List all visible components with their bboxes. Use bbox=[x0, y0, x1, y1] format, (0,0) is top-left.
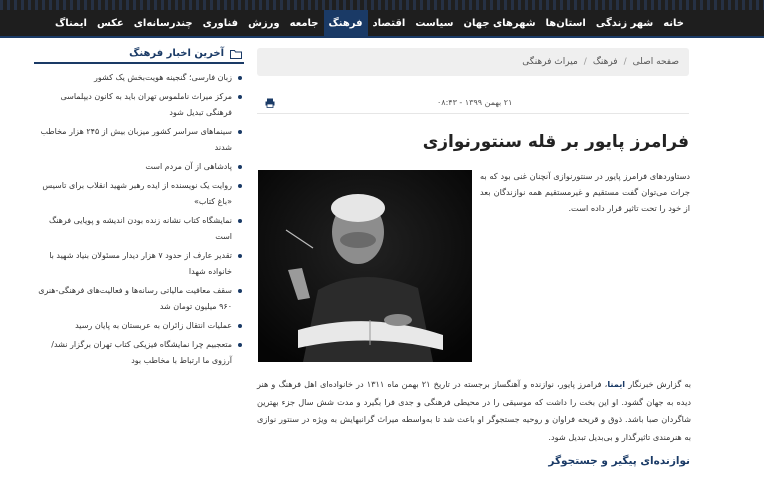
nav-item[interactable]: ورزش bbox=[248, 18, 280, 29]
folder-icon bbox=[230, 49, 242, 59]
sidebar-news-item[interactable] bbox=[34, 89, 244, 121]
article-body bbox=[257, 376, 691, 446]
bullet-icon bbox=[238, 76, 242, 80]
breadcrumb-item[interactable]: فرهنگ bbox=[592, 57, 618, 67]
print-icon[interactable] bbox=[265, 98, 275, 108]
nav-item[interactable]: فناوری bbox=[202, 18, 239, 29]
sidebar-header bbox=[34, 46, 244, 64]
bullet-icon bbox=[238, 343, 242, 347]
article-subhead: نوازنده‌ای پیگیر و جستجوگر bbox=[548, 455, 690, 467]
breadcrumb bbox=[257, 48, 689, 76]
nav-item[interactable]: شهر زندگی bbox=[595, 18, 654, 29]
nav-item[interactable]: عکس bbox=[96, 18, 124, 29]
sidebar-title: آخرین اخبار فرهنگ bbox=[129, 48, 224, 59]
top-strip bbox=[0, 0, 764, 10]
sidebar-news-text[interactable]: متعجبیم چرا نمایشگاه فیزیکی کتاب تهران برگزار نشد/ آرزوی ما ارتباط با مخاطب بود bbox=[51, 340, 232, 365]
body-text: ، فرامرز پایور، نوازنده و آهنگساز برجسته در تاریخ ۲۱ بهمن ماه ۱۳۱۱ در خانواده‌ای اهل فرهنگ و هنر دیده به جهان گشود. او این بخت را داشت که موسیقی را در محیطی فرهنگی و جدی فرا بگیرد و مدت شش سال جزء بهترین شاگردان صبا باشد. ذوق و قریحه فراوان و روحیه جستجوگر او باعث شد تا به‌واسطه میراث گرانبهایش به ویژه در سنتور نوازی به هنرمندی تاثیرگذار و بی‌بدیل تبدیل شود. bbox=[257, 379, 691, 442]
sidebar-news-text[interactable]: سینماهای سراسر کشور میزبان بیش از ۲۴۵ هزار مخاطب شدند bbox=[40, 127, 232, 152]
sidebar-news-list bbox=[34, 70, 244, 369]
bullet-icon bbox=[238, 184, 242, 188]
sidebar-news-text[interactable]: روایت یک نویسنده از ایده رهبر شهید انقلاب برای تاسیس «باغ کتاب» bbox=[42, 181, 232, 206]
breadcrumb-item[interactable]: میراث فرهنگی bbox=[522, 57, 578, 67]
nav-item[interactable]: استان‌ها bbox=[545, 18, 586, 29]
article-title: فرامرز پایور بر قله سنتورنوازی bbox=[422, 132, 689, 152]
sidebar-news-item[interactable] bbox=[34, 337, 244, 369]
nav-item[interactable]: ایمناگ bbox=[54, 18, 87, 29]
nav-item[interactable]: جامعه bbox=[289, 18, 319, 29]
body-prefix: به گزارش خبرنگار bbox=[625, 379, 691, 389]
nav-item[interactable]: فرهنگ bbox=[324, 10, 368, 38]
article-meta bbox=[257, 96, 689, 114]
top-pattern bbox=[0, 0, 764, 10]
bullet-icon bbox=[238, 219, 242, 223]
nav-item[interactable]: اقتصاد bbox=[372, 18, 406, 29]
breadcrumb-item[interactable]: صفحه اصلی bbox=[632, 57, 679, 67]
sidebar-news-text[interactable]: مرکز میراث ناملموس تهران باید به کانون دیپلماسی فرهنگی تبدیل شود bbox=[60, 92, 232, 117]
nav-item[interactable]: چندرسانه‌ای bbox=[133, 18, 193, 29]
nav-list bbox=[50, 10, 689, 38]
nav-item[interactable]: شهرهای جهان bbox=[463, 18, 536, 29]
sidebar-news-text[interactable]: سقف معافیت مالیاتی رسانه‌ها و فعالیت‌های فرهنگی-هنری ۹۶۰ میلیون تومان شد bbox=[38, 286, 232, 311]
nav-item[interactable]: سیاست bbox=[415, 18, 454, 29]
portrait-illustration bbox=[258, 170, 472, 362]
sidebar-news-text[interactable]: عملیات انتقال زائران به عربستان به پایان رسید bbox=[75, 321, 232, 330]
bullet-icon bbox=[238, 165, 242, 169]
sidebar-news-item[interactable] bbox=[34, 159, 244, 175]
sidebar-news-text[interactable]: زبان فارسی؛ گنجینه هویت‌بخش یک کشور bbox=[93, 73, 232, 82]
sidebar-news-text[interactable]: پادشاهی از آن مردم است bbox=[145, 162, 232, 171]
bullet-icon bbox=[238, 324, 242, 328]
bullet-icon bbox=[238, 289, 242, 293]
breadcrumb-separator: / bbox=[623, 57, 627, 67]
article-photo bbox=[258, 170, 472, 362]
sidebar-news-text[interactable]: نمایشگاه کتاب نشانه زنده بودن اندیشه و پویایی فرهنگ است bbox=[49, 216, 232, 241]
sidebar-news-item[interactable] bbox=[34, 70, 244, 86]
sidebar-news-item[interactable] bbox=[34, 318, 244, 334]
article-date: ۲۱ بهمن ۱۳۹۹ - ۰۸:۴۳ bbox=[437, 98, 513, 107]
sidebar-news-item[interactable] bbox=[34, 124, 244, 156]
sidebar-news-item[interactable] bbox=[34, 248, 244, 280]
latest-news-sidebar bbox=[34, 46, 244, 372]
breadcrumb-separator: / bbox=[583, 57, 587, 67]
sidebar-news-item[interactable] bbox=[34, 283, 244, 315]
source-link[interactable]: ایمنا bbox=[607, 379, 626, 389]
bullet-icon bbox=[238, 130, 242, 134]
bullet-icon bbox=[238, 95, 242, 99]
sidebar-news-item[interactable] bbox=[34, 213, 244, 245]
sidebar-news-item[interactable] bbox=[34, 178, 244, 210]
nav-item[interactable]: خانه bbox=[663, 18, 684, 29]
article-lead: دستاوردهای فرامرز پایور در سنتورنوازی آنچنان غنی بود که به جرات می‌توان گفت مستقیم و غیرمستقیم همه نوازندگان بعد از خود را تحت تاثیر قرار داده است. bbox=[480, 171, 690, 213]
main-nav bbox=[0, 10, 764, 38]
sidebar-news-text[interactable]: تقدیر عارف از حدود ۷ هزار دیدار مسئولان بنیاد شهید با خانواده شهدا bbox=[49, 251, 232, 276]
bullet-icon bbox=[238, 254, 242, 258]
